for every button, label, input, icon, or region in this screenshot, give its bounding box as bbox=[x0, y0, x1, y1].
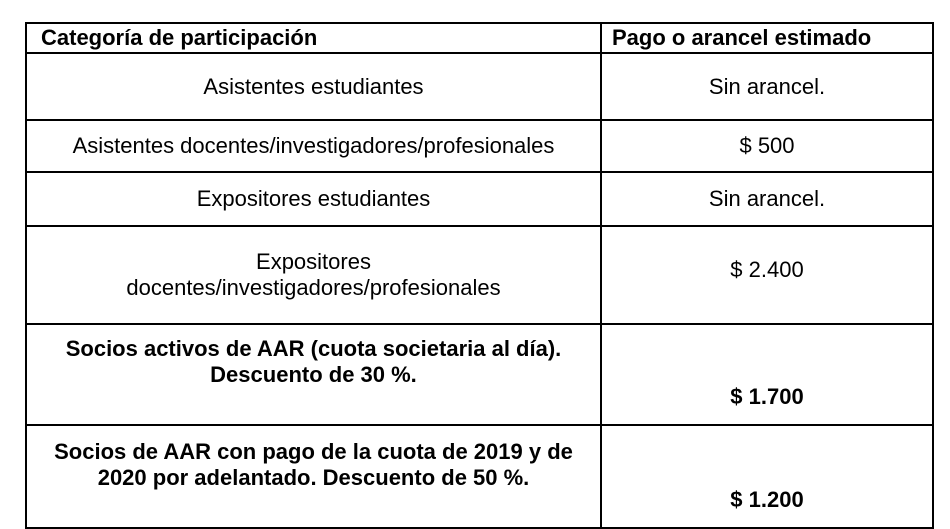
table-row bbox=[26, 425, 933, 528]
table-header bbox=[26, 23, 933, 53]
fees-table bbox=[25, 22, 934, 529]
fee-cell: $ 1.700 bbox=[601, 324, 933, 425]
table-row bbox=[26, 324, 933, 425]
header-category: Categoría de participación bbox=[26, 23, 601, 53]
category-cell: Expositores estudiantes bbox=[26, 172, 601, 226]
fee-cell: Sin arancel. bbox=[601, 172, 933, 226]
category-cell: Expositores docentes/investigadores/profesionales bbox=[26, 226, 601, 324]
category-cell: Socios activos de AAR (cuota societaria al día). Descuento de 30 %. bbox=[26, 324, 601, 425]
header-row bbox=[26, 23, 933, 53]
fee-cell: Sin arancel. bbox=[601, 53, 933, 120]
fee-cell: $ 2.400 bbox=[601, 226, 933, 324]
category-cell: Asistentes estudiantes bbox=[26, 53, 601, 120]
category-cell: Asistentes docentes/investigadores/profesionales bbox=[26, 120, 601, 172]
category-cell: Socios de AAR con pago de la cuota de 2019 y de 2020 por adelantado. Descuento de 50 %. bbox=[26, 425, 601, 528]
table-row bbox=[26, 120, 933, 172]
table-row bbox=[26, 226, 933, 324]
table-row bbox=[26, 53, 933, 120]
fee-cell: $ 500 bbox=[601, 120, 933, 172]
fee-cell: $ 1.200 bbox=[601, 425, 933, 528]
header-fee: Pago o arancel estimado bbox=[601, 23, 933, 53]
table-row bbox=[26, 172, 933, 226]
